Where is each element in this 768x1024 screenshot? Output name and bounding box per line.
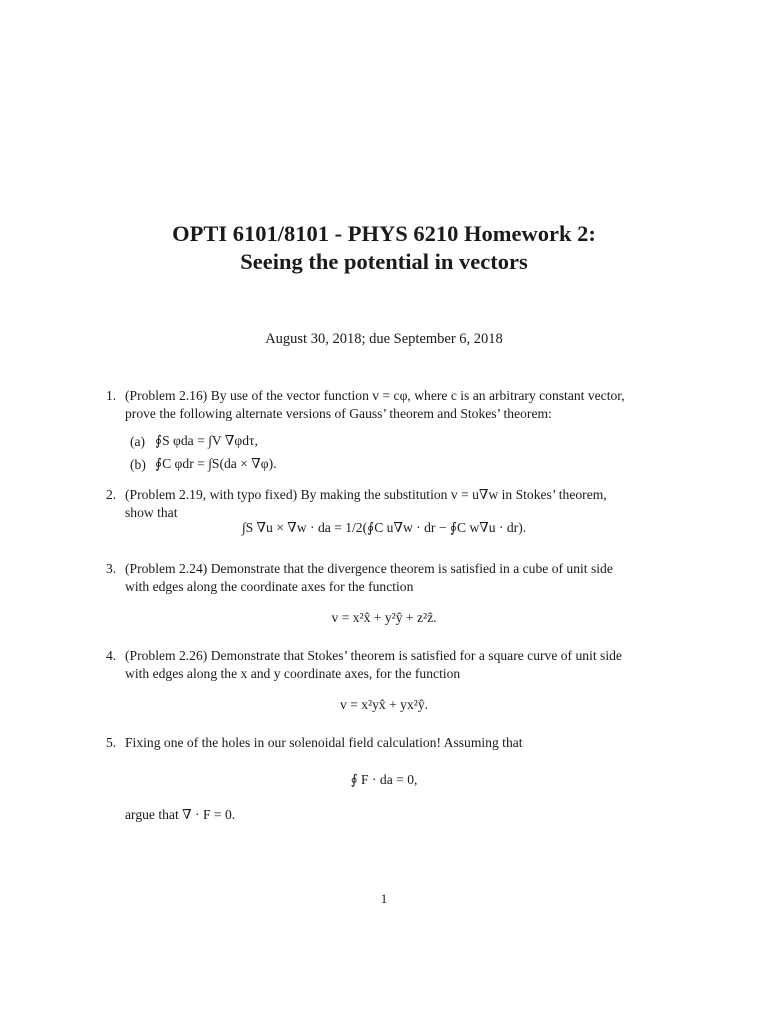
problem-2-text-line1: (Problem 2.19, with typo fixed) By making the substitution v = u∇w in Stokes’ theorem, (125, 487, 607, 502)
problem-1b-label: (b) (130, 457, 146, 472)
problem-1b-formula: ∮C φdr = ∫S(da × ∇φ). (155, 456, 277, 471)
problem-4-text-line2: with edges along the x and y coordinate axes, for the function (125, 666, 461, 681)
problem-1a-formula: ∮S φda = ∫V ∇φdτ, (155, 433, 258, 448)
problem-5-number: 5. (106, 735, 117, 750)
page-number: 1 (380, 891, 388, 906)
problem-3-text-line1: (Problem 2.24) Demonstrate that the divergence theorem is satisfied in a cube of unit side (125, 561, 613, 576)
problem-3-equation: v = x²x̂ + y²ŷ + z²ẑ. (331, 610, 437, 625)
document-title-line1: OPTI 6101/8101 - PHYS 6210 Homework 2: (172, 221, 596, 246)
document-title-line2: Seeing the potential in vectors (240, 249, 528, 274)
problem-1a-label: (a) (130, 434, 146, 449)
problem-4-number: 4. (106, 648, 117, 663)
problem-5-after-text: argue that ∇ · F = 0. (125, 807, 236, 822)
problem-3-text-line2: with edges along the coordinate axes for the function (125, 579, 414, 594)
problem-2-text-line2: show that (125, 505, 178, 520)
problem-1-text-line1: (Problem 2.16) By use of the vector function v = cφ, where c is an arbitrary constant vector, (125, 388, 625, 403)
problem-5-equation: ∮ F · da = 0, (350, 772, 418, 787)
problem-5-text-line1: Fixing one of the holes in our solenoidal field calculation! Assuming that (125, 735, 523, 750)
problem-1-text-line2: prove the following alternate versions of Gauss’ theorem and Stokes’ theorem: (125, 406, 552, 421)
problem-4-equation: v = x²yx̂ + yx²ŷ. (339, 697, 429, 712)
problem-2-number: 2. (106, 487, 117, 502)
problem-4-text-line1: (Problem 2.26) Demonstrate that Stokes’ theorem is satisfied for a square curve of unit side (125, 648, 622, 663)
date-line: August 30, 2018; due September 6, 2018 (265, 331, 503, 347)
problem-1-number: 1. (106, 388, 117, 403)
problem-2-equation: ∫S ∇u × ∇w · da = 1/2(∮C u∇w · dr − ∮C w∇u · dr). (241, 520, 527, 535)
problem-3-number: 3. (106, 561, 117, 576)
